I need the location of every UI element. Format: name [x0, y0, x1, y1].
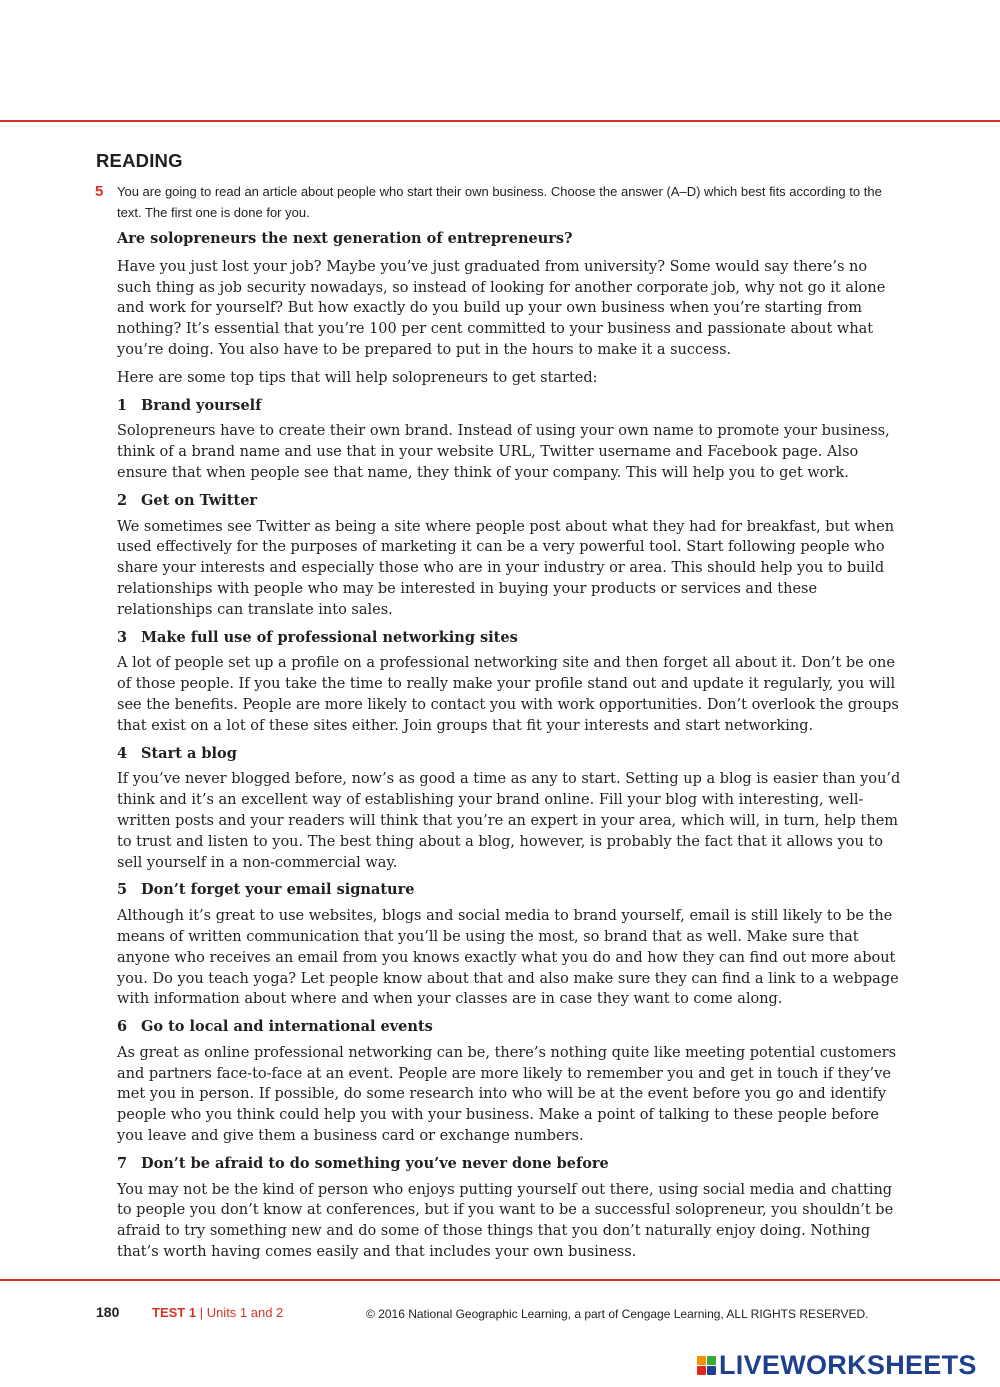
top-divider — [0, 120, 1000, 122]
tip-number: 4 — [117, 744, 128, 762]
liveworksheets-wordmark: LIVEWORKSHEETS — [719, 1350, 977, 1380]
test-units: Units 1 and 2 — [206, 1305, 284, 1320]
tip-number: 2 — [117, 491, 128, 509]
exercise-number: 5 — [95, 183, 104, 200]
copyright-notice: © 2016 National Geographic Learning, a part of Cengage Learning, ALL RIGHTS RESERVED. — [366, 1307, 869, 1321]
tip-title: Start a blog — [141, 744, 237, 762]
tip-title: Don’t forget your email signature — [141, 881, 415, 899]
liveworksheets-icon — [697, 1356, 716, 1375]
tip-heading — [117, 744, 904, 765]
page-number: 180 — [96, 1304, 120, 1320]
tip-heading — [117, 628, 904, 649]
tip-heading — [117, 1017, 904, 1038]
tip-body: We sometimes see Twitter as being a site where people post about what they had for breakfast, but when used effectively for the purposes of marketing it can be a very powerful tool. Start following people who share your interests and especially those who are in your industry or area. This should help you to build relationships with people who may be interested in buying your products or services and these relationships can translate into sales. — [117, 518, 895, 618]
tip-body: You may not be the kind of person who enjoys putting yourself out there, using social media and chatting to people you don’t know at conferences, but if you want to be a successful solopreneur, you shouldn’t be afraid to try something new and do some of those things that you don’t naturally enjoy doing. Nothing that’s worth having comes easily and that includes your own business. — [117, 1181, 894, 1261]
tip-heading — [117, 491, 904, 512]
tip-title: Make full use of professional networking sites — [141, 628, 518, 646]
section-heading: READING — [96, 150, 183, 171]
tip-number: 7 — [117, 1154, 128, 1172]
tip-number: 1 — [117, 396, 128, 414]
test-label: TEST 1 — [152, 1305, 197, 1320]
tip-number: 6 — [117, 1018, 128, 1036]
tip-number: 3 — [117, 628, 128, 646]
tip-heading — [117, 396, 904, 417]
test-info — [152, 1305, 283, 1320]
tip-heading — [117, 880, 904, 901]
tip-body: Although it’s great to use websites, blogs and social media to brand yourself, email is still likely to be the means of written communication that you’ll be using the most, so brand that as well. Make sure that anyone who receives an email from you knows exactly what you do and how they can find out more about you. Do you teach yoga? Let people know about that and also make sure they can find a link to a webpage with information about where and when your classes are in case they want to come along. — [117, 908, 899, 1008]
article — [117, 229, 904, 1270]
test-separator: | — [196, 1305, 207, 1320]
intro-paragraph: Have you just lost your job? Maybe you’ve just graduated from university? Some would say there’s no such thing as job security nowadays, so instead of looking for another corporate job, why not go it alone and work for yourself? But how exactly do you build up your own business when you’re starting from nothing? It’s essential that you’re 100 per cent committed to your business and passionate about what you’re doing. You also have to be prepared to put in the hours to make it a success. — [117, 258, 886, 358]
tip-title: Don’t be afraid to do something you’ve never done before — [141, 1154, 609, 1172]
tip-heading — [117, 1154, 904, 1175]
tip-body: Solopreneurs have to create their own brand. Instead of using your own name to promote your business, think of a brand name and use that in your website URL, Twitter username and Facebook page. Also ensure that when people see that name, they think of your company. This will help you to get work. — [117, 423, 890, 481]
tip-body: If you’ve never blogged before, now’s as good a time as any to start. Setting up a blog is easier than you’d think and it’s an excellent way of establishing your brand online. Fill your blog with interesting, well-written posts and your readers will think that you’re an expert in your area, which will, in turn, help them to trust and listen to you. The best thing about a blog, however, is probably the fact that it allows you to sell yourself in a non-commercial way. — [117, 771, 901, 871]
tip-number: 5 — [117, 881, 128, 899]
article-title: Are solopreneurs the next generation of entrepreneurs? — [117, 230, 573, 247]
exercise-instructions: You are going to read an article about people who start their own business. Choose the answer (A–D) which best fits according to the text. The first one is done for you. — [117, 184, 882, 220]
tip-title: Go to local and international events — [141, 1018, 433, 1036]
liveworksheets-logo[interactable] — [697, 1350, 977, 1380]
tip-title: Brand yourself — [141, 396, 262, 414]
tip-body: A lot of people set up a profile on a professional networking site and then forget all about it. Don’t be one of those people. If you take the time to really make your profile stand out and update it regularly, you will see the benefits. People are more likely to contact you with work opportunities. Don’t overlook the groups that exist on a lot of these sites either. Join groups that fit your interests and start networking. — [117, 655, 899, 734]
tip-body: As great as online professional networking can be, there’s nothing quite like meeting potential customers and partners face-to-face at an event. People are more likely to remember you and get in touch if they’ve met you in person. If possible, do some research into who will be at the event before you go and identify people who you think could help you with your business. Make a point of talking to these people before you leave and give them a business card or exchange numbers. — [117, 1044, 897, 1145]
intro-paragraph: Here are some top tips that will help solopreneurs to get started: — [117, 369, 598, 386]
bottom-divider — [0, 1279, 1000, 1281]
tip-title: Get on Twitter — [141, 491, 258, 509]
